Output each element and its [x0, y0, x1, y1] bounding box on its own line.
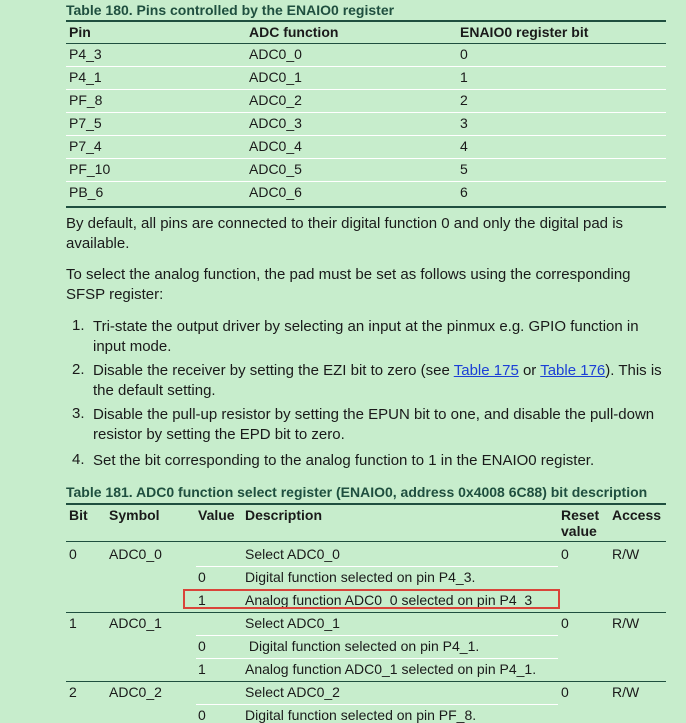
table-181-row-8-value: 0: [198, 707, 206, 723]
table-181-row-4-reset: 0: [561, 615, 569, 631]
table-181-group-divider: [66, 681, 666, 682]
table-181-caption: Table 181. ADC0 function select register (ENAIO0, address 0x4008 6C88) bit description: [66, 484, 648, 500]
step-2-text: [93, 361, 671, 400]
table-181-row-1-bit: 0: [69, 546, 77, 562]
table-180-row-divider: [66, 112, 666, 113]
table-181-row-4-symbol: ADC0_1: [109, 615, 162, 631]
table-180-header-rule: [66, 43, 666, 44]
table-180-row-5-pin: P7_4: [69, 138, 102, 154]
table-181-header-reset-value: [561, 507, 599, 539]
step-3-text: Disable the pull-up resistor by setting the EPUN bit to one, and disable the pull-down resistor by setting the EPD bit to zero.: [93, 406, 655, 443]
table-181-row-5-value: 0: [198, 638, 206, 654]
table-181-row-7-reset: 0: [561, 684, 569, 700]
table-181-header-symbol: Symbol: [109, 507, 160, 523]
table-181-row-2-description: Digital function selected on pin P4_3.: [245, 569, 476, 585]
table-180-row-5-adc-function: ADC0_4: [249, 138, 302, 154]
table-181-row-3-value: 1: [198, 592, 206, 608]
table-181-header-rule: [66, 541, 666, 542]
step-2-text-start: Disable the receiver by setting the EZI bit to zero (see: [93, 362, 454, 379]
table-181-row-divider: [196, 566, 558, 567]
analog-select-paragraph: To select the analog function, the pad must be set as follows using the corresponding SFSP register:: [66, 266, 631, 303]
table-180-row-4-pin: P7_5: [69, 115, 102, 131]
step-2-text-or: or: [518, 362, 541, 379]
table-181-row-divider: [196, 635, 558, 636]
step-4-number: 4.: [72, 451, 85, 468]
table-180-row-6-pin: PF_10: [69, 161, 111, 177]
table-181-row-4-bit: 1: [69, 615, 77, 631]
table-180-row-1-adc-function: ADC0_0: [249, 46, 302, 62]
step-1-text: Tri-state the output driver by selecting an input at the pinmux e.g. GPIO function in input mode.: [93, 318, 639, 355]
table-181-top-rule: [66, 503, 666, 505]
table-180-row-divider: [66, 181, 666, 182]
table-181-row-7-symbol: ADC0_2: [109, 684, 162, 700]
step-4-text: Set the bit corresponding to the analog function to 1 in the ENAIO0 register.: [93, 452, 595, 469]
table-180-row-2-register-bit: 1: [460, 69, 468, 85]
table-181-header-description: Description: [245, 507, 323, 523]
table-180-row-6-adc-function: ADC0_5: [249, 161, 302, 177]
table-181-row-6-value: 1: [198, 661, 206, 677]
table-181-header-access: Access: [612, 507, 662, 523]
table-181-row-divider: [196, 704, 558, 705]
table-180-row-divider: [66, 135, 666, 136]
table-180-row-3-pin: PF_8: [69, 92, 103, 108]
table-180-row-divider: [66, 66, 666, 67]
table-181-row-7-description: Select ADC0_2: [245, 684, 340, 700]
table-181-row-1-symbol: ADC0_0: [109, 546, 162, 562]
table-180-row-7-pin: PB_6: [69, 184, 104, 200]
step-2-text-end: ). This is the default setting.: [93, 362, 662, 399]
table-181-row-5-description: Digital function selected on pin P4_1.: [245, 638, 480, 654]
table-181-header-value: Value: [198, 507, 235, 523]
step-3-number: 3.: [72, 405, 85, 422]
table-180-row-7-register-bit: 6: [460, 184, 468, 200]
table-180-row-1-register-bit: 0: [460, 46, 468, 62]
table-181-header-bit: Bit: [69, 507, 88, 523]
table-180-row-7-adc-function: ADC0_6: [249, 184, 302, 200]
table-180-row-4-register-bit: 3: [460, 115, 468, 131]
table-180-row-divider: [66, 89, 666, 90]
table-175-link[interactable]: Table 175: [453, 362, 519, 379]
table-180-row-2-pin: P4_1: [69, 69, 102, 85]
table-181-row-1-description: Select ADC0_0: [245, 546, 340, 562]
table-180-header-adc-function: ADC function: [249, 24, 339, 40]
table-181-row-6-description: Analog function ADC0_1 selected on pin P4_1.: [245, 661, 537, 677]
table-180-row-3-adc-function: ADC0_2: [249, 92, 302, 108]
table-181-row-4-access: R/W: [612, 615, 640, 631]
table-180-top-rule: [66, 20, 666, 22]
table-181-row-8-description: Digital function selected on pin PF_8.: [245, 707, 477, 723]
table-180-row-divider: [66, 158, 666, 159]
step-1-number: 1.: [72, 317, 85, 334]
step-2-number: 2.: [72, 361, 85, 378]
highlight-box: [183, 589, 560, 609]
table-181-row-7-access: R/W: [612, 684, 640, 700]
table-180-row-6-register-bit: 5: [460, 161, 468, 177]
table-176-link[interactable]: Table 176: [540, 362, 606, 379]
table-180-row-4-adc-function: ADC0_3: [249, 115, 302, 131]
table-180-row-3-register-bit: 2: [460, 92, 468, 108]
table-180-row-2-adc-function: ADC0_1: [249, 69, 302, 85]
table-180-header-register-bit: ENAIO0 register bit: [460, 24, 589, 40]
table-181-row-1-access: R/W: [612, 546, 640, 562]
table-180-row-5-register-bit: 4: [460, 138, 468, 154]
table-181-row-3-description: Analog function ADC0_0 selected on pin P4_3: [245, 592, 533, 608]
table-180-caption: Table 180. Pins controlled by the ENAIO0 register: [66, 2, 395, 18]
table-181-row-1-reset: 0: [561, 546, 569, 562]
table-180-header-pin: Pin: [69, 24, 91, 40]
table-180-row-1-pin: P4_3: [69, 46, 102, 62]
default-pins-paragraph: By default, all pins are connected to their digital function 0 and only the digital pad is available.: [66, 215, 624, 252]
table-181-row-divider: [196, 658, 558, 659]
table-181-row-7-bit: 2: [69, 684, 77, 700]
table-181-group-divider: [66, 612, 666, 613]
value-label: value: [561, 523, 597, 539]
reset-label: Reset: [561, 507, 600, 523]
table-180-bottom-rule: [66, 206, 666, 208]
table-181-row-2-value: 0: [198, 569, 206, 585]
table-181-row-4-description: Select ADC0_1: [245, 615, 340, 631]
